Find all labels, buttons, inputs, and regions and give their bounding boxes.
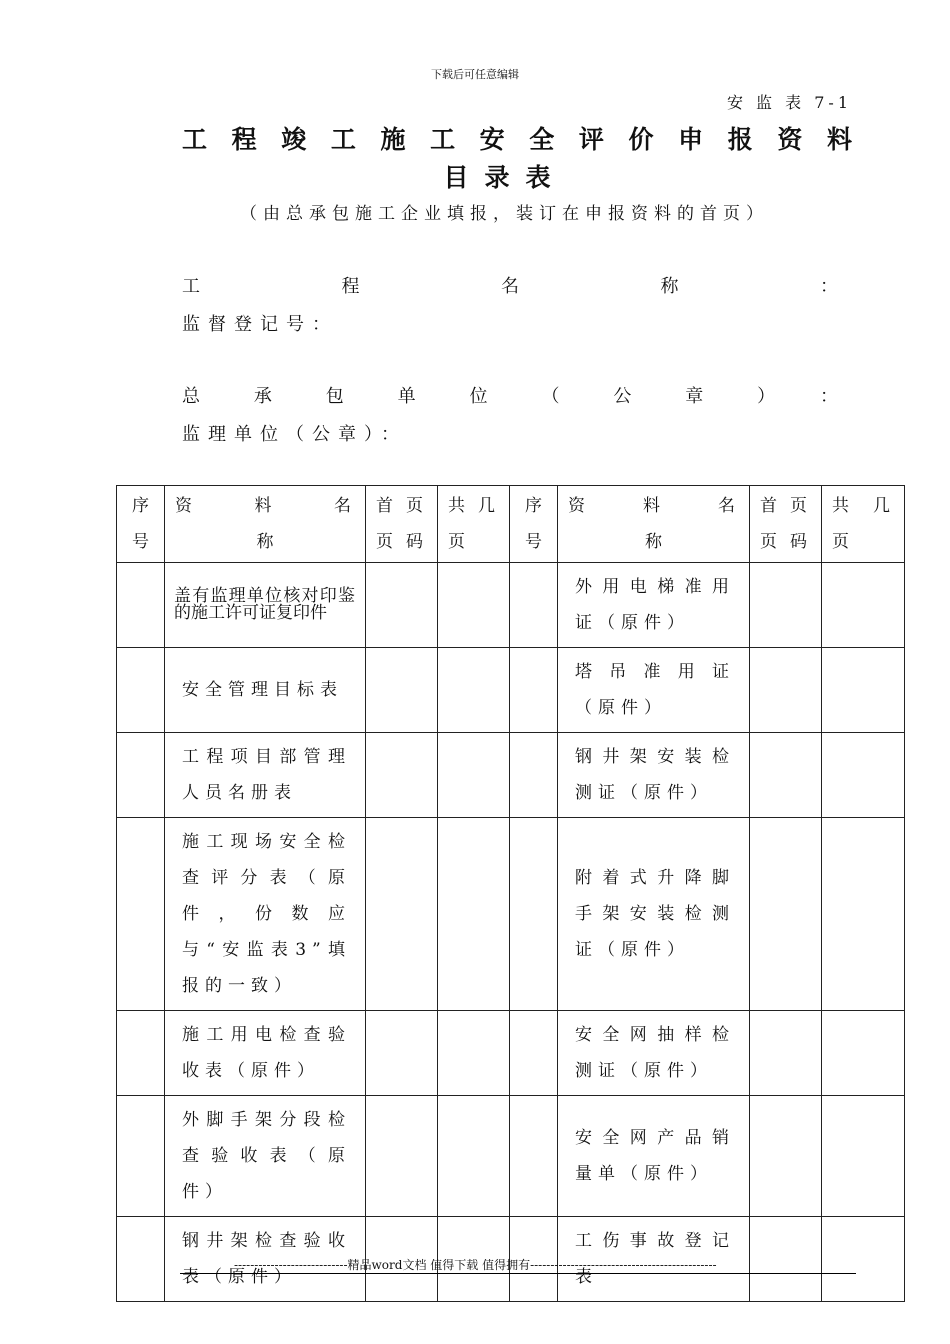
- top-note: 下载后可任意编辑: [431, 68, 519, 81]
- general-contractor-field: 总承包单位（公章）：: [182, 386, 838, 407]
- first-page-cell: [750, 818, 822, 1011]
- table-row: [117, 733, 905, 818]
- supervision-reg-no-field: 监督登记号：: [182, 314, 338, 335]
- seq-cell: [510, 648, 558, 733]
- seq-cell: [510, 818, 558, 1011]
- first-page-cell: [750, 1096, 822, 1217]
- first-page-cell: [366, 733, 438, 818]
- header-seq: 序 号: [117, 486, 165, 563]
- seq-cell: [117, 1096, 165, 1217]
- page-count-cell: [822, 818, 905, 1011]
- subtitle: （由总承包施工企业填报，装订在申报资料的首页）: [240, 204, 769, 224]
- seq-cell: [510, 1096, 558, 1217]
- table-row: [117, 563, 905, 648]
- table-row: [117, 818, 905, 1011]
- item-name: 安全网抽样检测证（原件）: [558, 1011, 750, 1096]
- page-count-cell: [822, 1011, 905, 1096]
- page-count-cell: [822, 563, 905, 648]
- first-page-cell: [750, 733, 822, 818]
- seq-cell: [117, 563, 165, 648]
- table-header-row: [117, 486, 905, 563]
- document-title-line2: 目录表: [443, 163, 567, 192]
- project-name-field: 工程名称：: [182, 276, 838, 297]
- header-page-count-right: 共几 页: [822, 486, 905, 563]
- item-name: 外用电梯准用证（原件）: [558, 563, 750, 648]
- footer-text: ----------------------------精品word文档 值得下载 值得拥有----------------------------------------------: [234, 1258, 717, 1272]
- first-page-cell: [750, 648, 822, 733]
- seq-cell: [117, 733, 165, 818]
- header-first-page-right: 首页 页码: [750, 486, 822, 563]
- document-title: 工程竣工施工安全评价申报资料: [182, 125, 852, 154]
- item-name: 工程项目部管理人员名册表: [165, 733, 366, 818]
- page-count-cell: [822, 733, 905, 818]
- header-name: 资料名 称: [165, 486, 366, 563]
- table-row: [117, 648, 905, 733]
- supervisor-unit-field: 监理单位（公章）：: [182, 424, 407, 445]
- page-count-cell: [438, 563, 510, 648]
- seq-cell: [510, 563, 558, 648]
- header-seq-right: 序 号: [510, 486, 558, 563]
- item-name: 外脚手架分段检查验收表（原件）: [165, 1096, 366, 1217]
- document-list-table: [116, 485, 905, 1302]
- first-page-cell: [366, 563, 438, 648]
- item-name: 施工用电检查验收表（原件）: [165, 1011, 366, 1096]
- page-count-cell: [438, 818, 510, 1011]
- header-name-right: 资料名 称: [558, 486, 750, 563]
- seq-cell: [510, 1011, 558, 1096]
- item-name: 安全网产品销量单（原件）: [558, 1096, 750, 1217]
- first-page-cell: [750, 1011, 822, 1096]
- first-page-cell: [366, 1011, 438, 1096]
- first-page-cell: [750, 563, 822, 648]
- page-count-cell: [822, 1096, 905, 1217]
- form-number: 安 监 表 7-1: [726, 93, 852, 112]
- table-row: [117, 1011, 905, 1096]
- first-page-cell: [366, 1096, 438, 1217]
- seq-cell: [117, 648, 165, 733]
- item-name: 钢井架安装检测证（原件）: [558, 733, 750, 818]
- item-name: 塔吊准用证（原件）: [558, 648, 750, 733]
- seq-cell: [117, 1011, 165, 1096]
- page-count-cell: [438, 1011, 510, 1096]
- table-row: [117, 1096, 905, 1217]
- item-name: 工伤事故登记表: [558, 1217, 750, 1302]
- first-page-cell: [366, 818, 438, 1011]
- seq-cell: [117, 818, 165, 1011]
- item-name: 附着式升降脚手架安装检测证（原件）: [558, 818, 750, 1011]
- seq-cell: [510, 733, 558, 818]
- page-count-cell: [438, 1096, 510, 1217]
- header-first-page: 首页 页码: [366, 486, 438, 563]
- item-name: 钢井架检查验收表（原件）: [165, 1217, 366, 1302]
- item-name: 安全管理目标表: [165, 648, 366, 733]
- item-name: 施工现场安全检查评分表（原件，份数应与“安监表3”填报的一致）: [165, 818, 366, 1011]
- page-count-cell: [822, 648, 905, 733]
- item-name: 盖有监理单位核对印鉴的施工许可证复印件: [165, 563, 366, 648]
- seq-cell: [117, 1217, 165, 1302]
- first-page-cell: [366, 648, 438, 733]
- header-page-count: 共几 页: [438, 486, 510, 563]
- page-count-cell: [438, 648, 510, 733]
- page-count-cell: [438, 733, 510, 818]
